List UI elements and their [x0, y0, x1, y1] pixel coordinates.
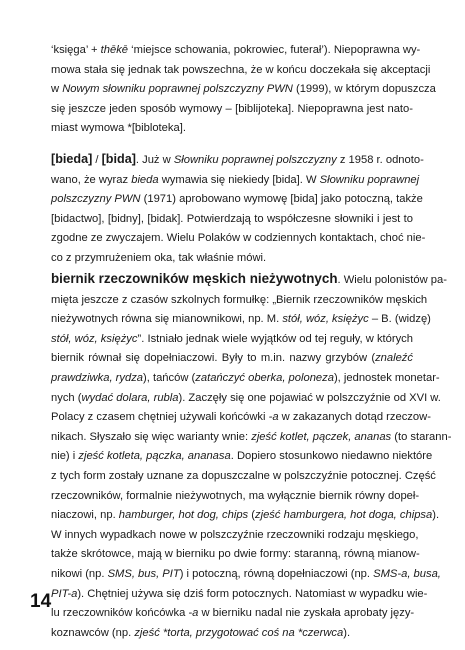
text-span: ), tańców (: [143, 371, 196, 384]
text-line: [51, 408, 431, 428]
text-span: z 1958 r. odnoto-: [336, 154, 424, 166]
italic-example: zjeść kotlet, pączek, ananas: [251, 430, 392, 443]
text-span: (1971) aprobowano wymowę [bida] jako potoczną, także: [140, 193, 423, 206]
text-span: nych (: [51, 391, 82, 404]
italic-term: thēkē: [100, 44, 129, 56]
text-line: [51, 190, 423, 210]
text-line: [51, 80, 436, 100]
text-line: [51, 506, 440, 526]
text-span: nikach. Słyszało się więc warianty wnie:: [51, 430, 252, 443]
italic-example: SMS-a, busa,: [373, 567, 441, 580]
text-line: rzeczowników, formalnie nieżywotnych, ma wyłącznie biernik równy dopeł-: [51, 489, 420, 502]
text-span: koznawców (np.: [51, 626, 135, 639]
text-span: ‘miejsce schowania, pokrowiec, futerał’). Niepoprawna wy-: [128, 44, 421, 56]
entry-biernik: [51, 269, 452, 643]
italic-term: bieda: [131, 173, 159, 186]
italic-title: Nowym słowniku poprawnej polszczyzny PWN: [62, 83, 293, 96]
text-span: niaczowi, np.: [51, 509, 119, 522]
text-line: [51, 624, 413, 644]
italic-example: zjeść hamburgera, hot doga, chipsa: [255, 509, 433, 522]
text-span: ).: [343, 626, 351, 639]
italic-example: -a: [268, 411, 279, 424]
text-span: ).: [432, 509, 440, 522]
text-line: [51, 349, 413, 369]
text-span: w zakazanych dotąd rzeczow-: [278, 411, 431, 424]
text-span: ), jednostek monetar-: [333, 371, 440, 384]
text-span: . Dopiero stosunkowo niedawno niektóre: [230, 450, 433, 463]
entry-headword: biernik rzeczowników męskich nieżywotnych: [51, 271, 338, 286]
text-line: [51, 604, 413, 624]
text-span: . Wielu polonistów pa-: [337, 274, 447, 286]
entry-headword: [bida]: [101, 152, 136, 166]
text-line: [51, 447, 433, 467]
italic-title: Słowniku poprawnej: [319, 173, 420, 186]
italic-example: wydać dolara, rubla: [81, 391, 179, 404]
italic-example: stół, wóz, księżyc: [51, 332, 138, 345]
text-span: (1999), w którym dopuszcza: [292, 83, 436, 96]
text-line: [51, 41, 421, 61]
text-span: biernik równał się dopełniaczowi. Były to m.in. nazwy grzybów (: [51, 352, 376, 365]
text-line: z tych form zostały uznane za dopuszczalne w polszczyźnie potocznej. Część: [51, 469, 436, 482]
text-line: [51, 269, 447, 291]
italic-example: SMS, bus, PIT: [107, 567, 180, 580]
text-span: ). Zaczęły się one pojawiać w polszczyźnie od XVI w.: [178, 391, 441, 404]
text-span: . Już w: [135, 154, 174, 166]
italic-example: zjeść kotleta, pączka, ananasa: [78, 450, 231, 463]
text-line: [51, 428, 452, 448]
page-number: 14: [30, 591, 52, 612]
entry-headword: [bieda]: [51, 152, 93, 166]
text-line: [51, 389, 441, 409]
text-span: ) i potoczną, równą dopełniaczowi (np.: [179, 567, 374, 580]
italic-example: prawdziwka, rydza: [51, 371, 144, 384]
entry-bieda-bida: [51, 150, 426, 269]
text-span: nikowi (np.: [51, 567, 108, 580]
italic-example: znaleźć: [375, 352, 413, 365]
text-span: lu rzeczowników końcówka: [51, 607, 189, 620]
italic-example: stół, wóz, księżyc: [282, 313, 369, 326]
text-span: (: [248, 509, 255, 522]
text-line: [bidactwo], [bidny], [bidak]. Potwierdzają to współczesne słowniki i jest to: [51, 212, 413, 225]
text-span: ‘księga’ +: [51, 44, 101, 56]
text-span: nieżywotnych równa się mianownikowi, np. M.: [51, 313, 283, 326]
text-line: [51, 565, 441, 585]
italic-example: -a: [188, 607, 199, 620]
text-span: wano, że wyraz: [51, 173, 132, 186]
text-line: [51, 310, 431, 330]
text-line: mowa stała się jednak tak powszechna, że w końcu doczekała się akceptacji: [51, 63, 431, 76]
text-line: [51, 150, 424, 171]
text-span: wymawia się niekiedy [bida]. W: [158, 173, 320, 186]
italic-title: Słowniku poprawnej polszczyzny: [173, 154, 337, 166]
text-line: zgodne ze zwyczajem. Wielu Polaków w codziennych kontaktach, choć nie-: [51, 232, 426, 245]
italic-example: PIT-a: [51, 587, 78, 600]
italic-example: hamburger, hot dog, chips: [118, 509, 249, 522]
text-line: [51, 369, 440, 389]
text-span: (to starann-: [391, 430, 452, 443]
text-line: [51, 585, 428, 605]
text-span: w: [51, 83, 63, 96]
entry-biblioteka-continuation: [51, 41, 436, 139]
text-line: [51, 330, 413, 350]
text-line: się jeszcze jeden sposób wymowy – [biblijoteka]. Niepoprawna jest nato-: [51, 102, 413, 115]
text-line: także skrótowce, mają w bierniku po dwie formy: staranną, równą mianow-: [51, 548, 420, 561]
text-span: – B. (widzę): [368, 313, 431, 326]
text-span: w bierniku nadal nie zyskała aprobaty języ-: [198, 607, 415, 620]
text-line: W innych wypadkach nowe w polszczyźnie rzeczowniki rodzaju męskiego,: [51, 528, 419, 541]
text-span: nie) i: [51, 450, 79, 463]
text-line: co z przymrużeniem oka, tak właśnie mówi.: [51, 251, 267, 264]
text-span: /: [92, 154, 102, 166]
text-line: miast wymowa *[bibloteka].: [51, 122, 186, 135]
text-span: ”. Istniało jednak wiele wyjątków od tej reguły, w których: [137, 332, 413, 345]
text-line: mięta jeszcze z czasów szkolnych formułkę: „Biernik rzeczowników męskich: [51, 293, 428, 306]
italic-title: polszczyzny PWN: [51, 193, 141, 206]
italic-example: zjeść *torta, przygotować coś na *czerwca: [134, 626, 344, 639]
text-span: ). Chętniej używa się dziś form potocznych. Natomiast w wypadku wie-: [77, 587, 428, 600]
text-line: [51, 171, 420, 191]
text-span: Polacy z czasem chętniej używali końcówki: [51, 411, 269, 424]
italic-example: zatańczyć oberka, poloneza: [195, 371, 334, 384]
